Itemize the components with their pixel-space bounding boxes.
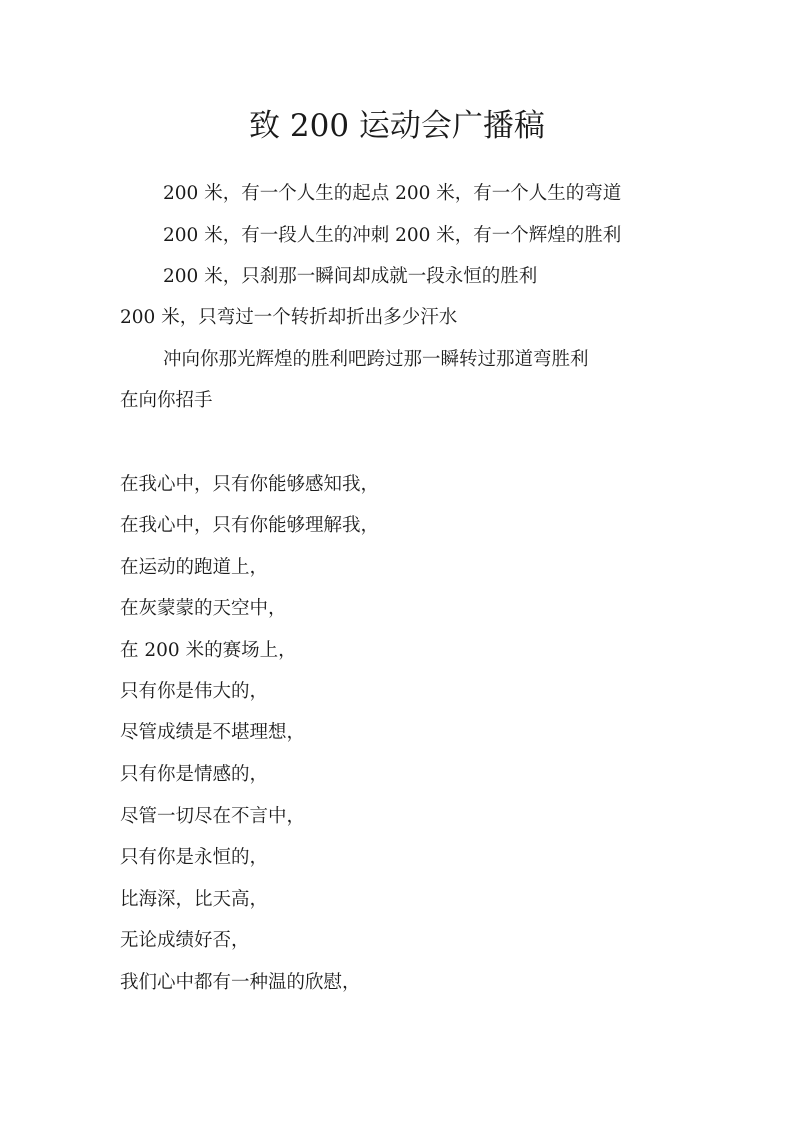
- intro-line-4: 200 米，只弯过一个转折却折出多少汗水: [120, 307, 458, 328]
- poem-line-1: 在我心中，只有你能够感知我，: [120, 474, 380, 495]
- intro-line-6: 在向你招手: [120, 390, 213, 411]
- poem-line-2: 在我心中，只有你能够理解我，: [120, 515, 380, 536]
- poem-line-6: 只有你是伟大的，: [120, 681, 269, 702]
- poem-line-11: 比海深，比天高，: [120, 889, 269, 910]
- poem-line-13: 我们心中都有一种温的欣慰，: [120, 972, 361, 993]
- poem-line-10: 只有你是永恒的，: [120, 847, 269, 868]
- poem-line-9: 尽管一切尽在不言中，: [120, 806, 306, 827]
- intro-line-3: 200 米，只刹那一瞬间却成就一段永恒的胜利: [163, 266, 538, 287]
- document-title: 致 200 运动会广播稿: [249, 108, 545, 144]
- poem-line-8: 只有你是情感的，: [120, 764, 269, 785]
- intro-line-2: 200 米，有一段人生的冲刺 200 米，有一个辉煌的胜利: [163, 225, 622, 246]
- intro-line-1: 200 米，有一个人生的起点 200 米，有一个人生的弯道: [163, 183, 622, 204]
- poem-line-7: 尽管成绩是不堪理想，: [120, 722, 306, 743]
- poem-line-3: 在运动的跑道上，: [120, 557, 269, 578]
- poem-line-12: 无论成绩好否，: [120, 930, 250, 951]
- intro-line-5: 冲向你那光辉煌的胜利吧跨过那一瞬转过那道弯胜利: [163, 349, 589, 370]
- poem-line-4: 在灰蒙蒙的天空中，: [120, 598, 287, 619]
- poem-line-5: 在 200 米的赛场上，: [120, 640, 297, 661]
